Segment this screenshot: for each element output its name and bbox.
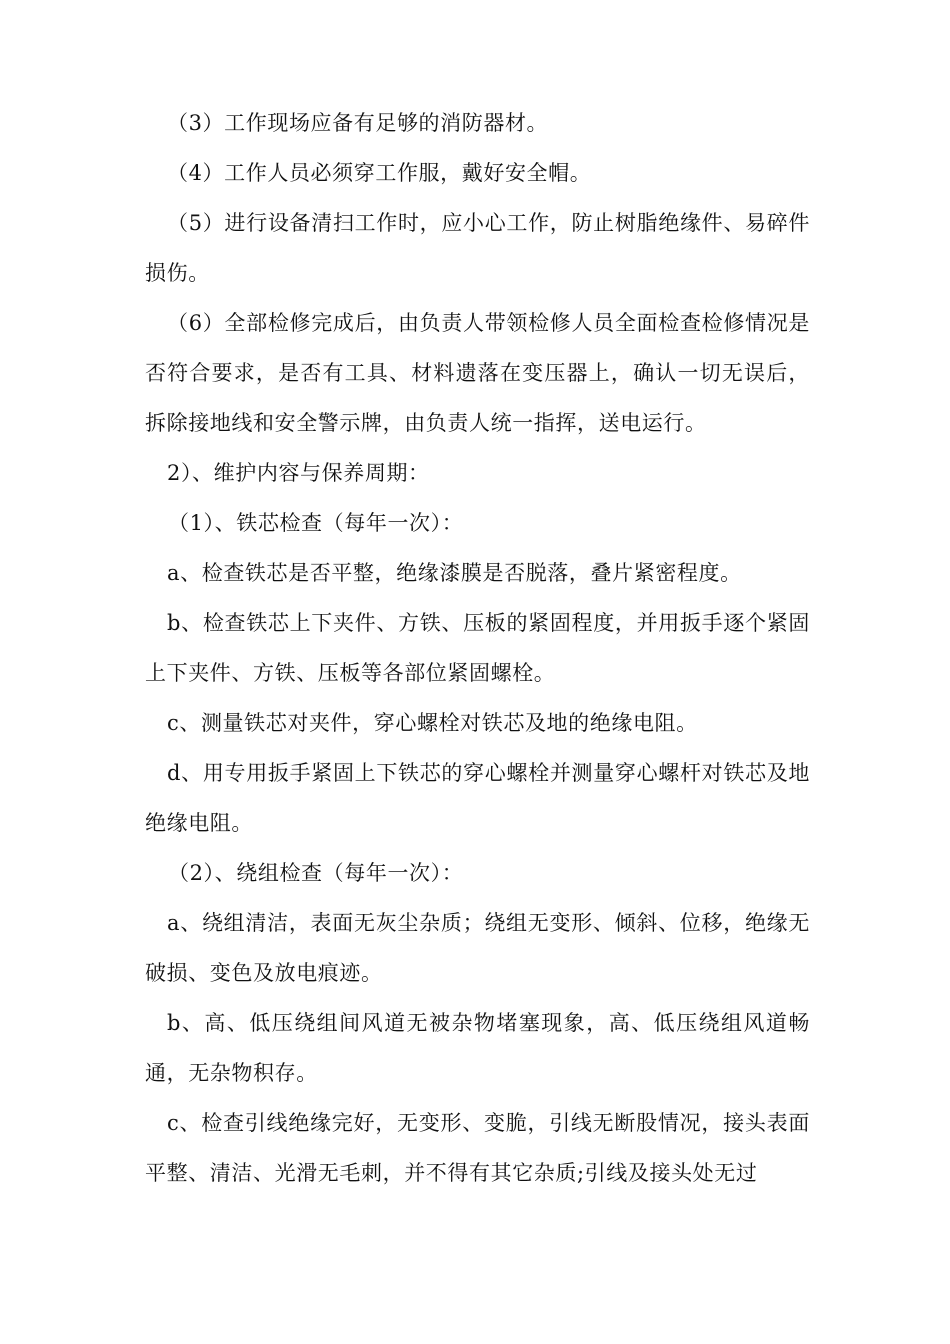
paragraph-winding-c: c、检查引线绝缘完好，无变形、变脆，引线无断股情况，接头表面平整、清洁、光滑无毛刺，并不得有其它杂质;引线及接头处无过 bbox=[145, 1111, 810, 1185]
paragraph-fire-equipment: （3）工作现场应备有足够的消防器材。 bbox=[167, 111, 549, 135]
paragraph-winding-b: b、高、低压绕组间风道无被杂物堵塞现象，高、低压绕组风道畅通，无杂物积存。 bbox=[145, 1011, 810, 1085]
subheading-core-inspection: （1）、铁芯检查（每年一次）： bbox=[168, 511, 464, 535]
subheading-winding-inspection: （2）、绕组检查（每年一次）： bbox=[168, 861, 464, 885]
paragraph-core-b: b、检查铁芯上下夹件、方铁、压板的紧固程度，并用扳手逐个紧固上下夹件、方铁、压板等各部位紧固螺栓。 bbox=[145, 611, 810, 685]
paragraph-work-clothes: （4）工作人员必须穿工作服，戴好安全帽。 bbox=[167, 161, 592, 185]
section-heading-maintenance: 2）、维护内容与保养周期： bbox=[167, 461, 430, 485]
paragraph-final-inspection: （6）全部检修完成后，由负责人带领检修人员全面检查检修情况是否符合要求，是否有工具、材料遗落在变压器上，确认一切无误后，拆除接地线和安全警示牌，由负责人统一指挥，送电运行。 bbox=[145, 311, 810, 435]
paragraph-cleaning-caution: （5）进行设备清扫工作时，应小心工作，防止树脂绝缘件、易碎件损伤。 bbox=[145, 211, 810, 285]
paragraph-core-a: a、检查铁芯是否平整，绝缘漆膜是否脱落，叠片紧密程度。 bbox=[167, 561, 742, 585]
paragraph-winding-a: a、绕组清洁，表面无灰尘杂质；绕组无变形、倾斜、位移，绝缘无破损、变色及放电痕迹。 bbox=[145, 911, 810, 985]
paragraph-core-d: d、用专用扳手紧固上下铁芯的穿心螺栓并测量穿心螺杆对铁芯及地绝缘电阻。 bbox=[145, 761, 810, 835]
paragraph-core-c: c、测量铁芯对夹件，穿心螺栓对铁芯及地的绝缘电阻。 bbox=[167, 711, 698, 735]
document-body bbox=[145, 98, 810, 1198]
